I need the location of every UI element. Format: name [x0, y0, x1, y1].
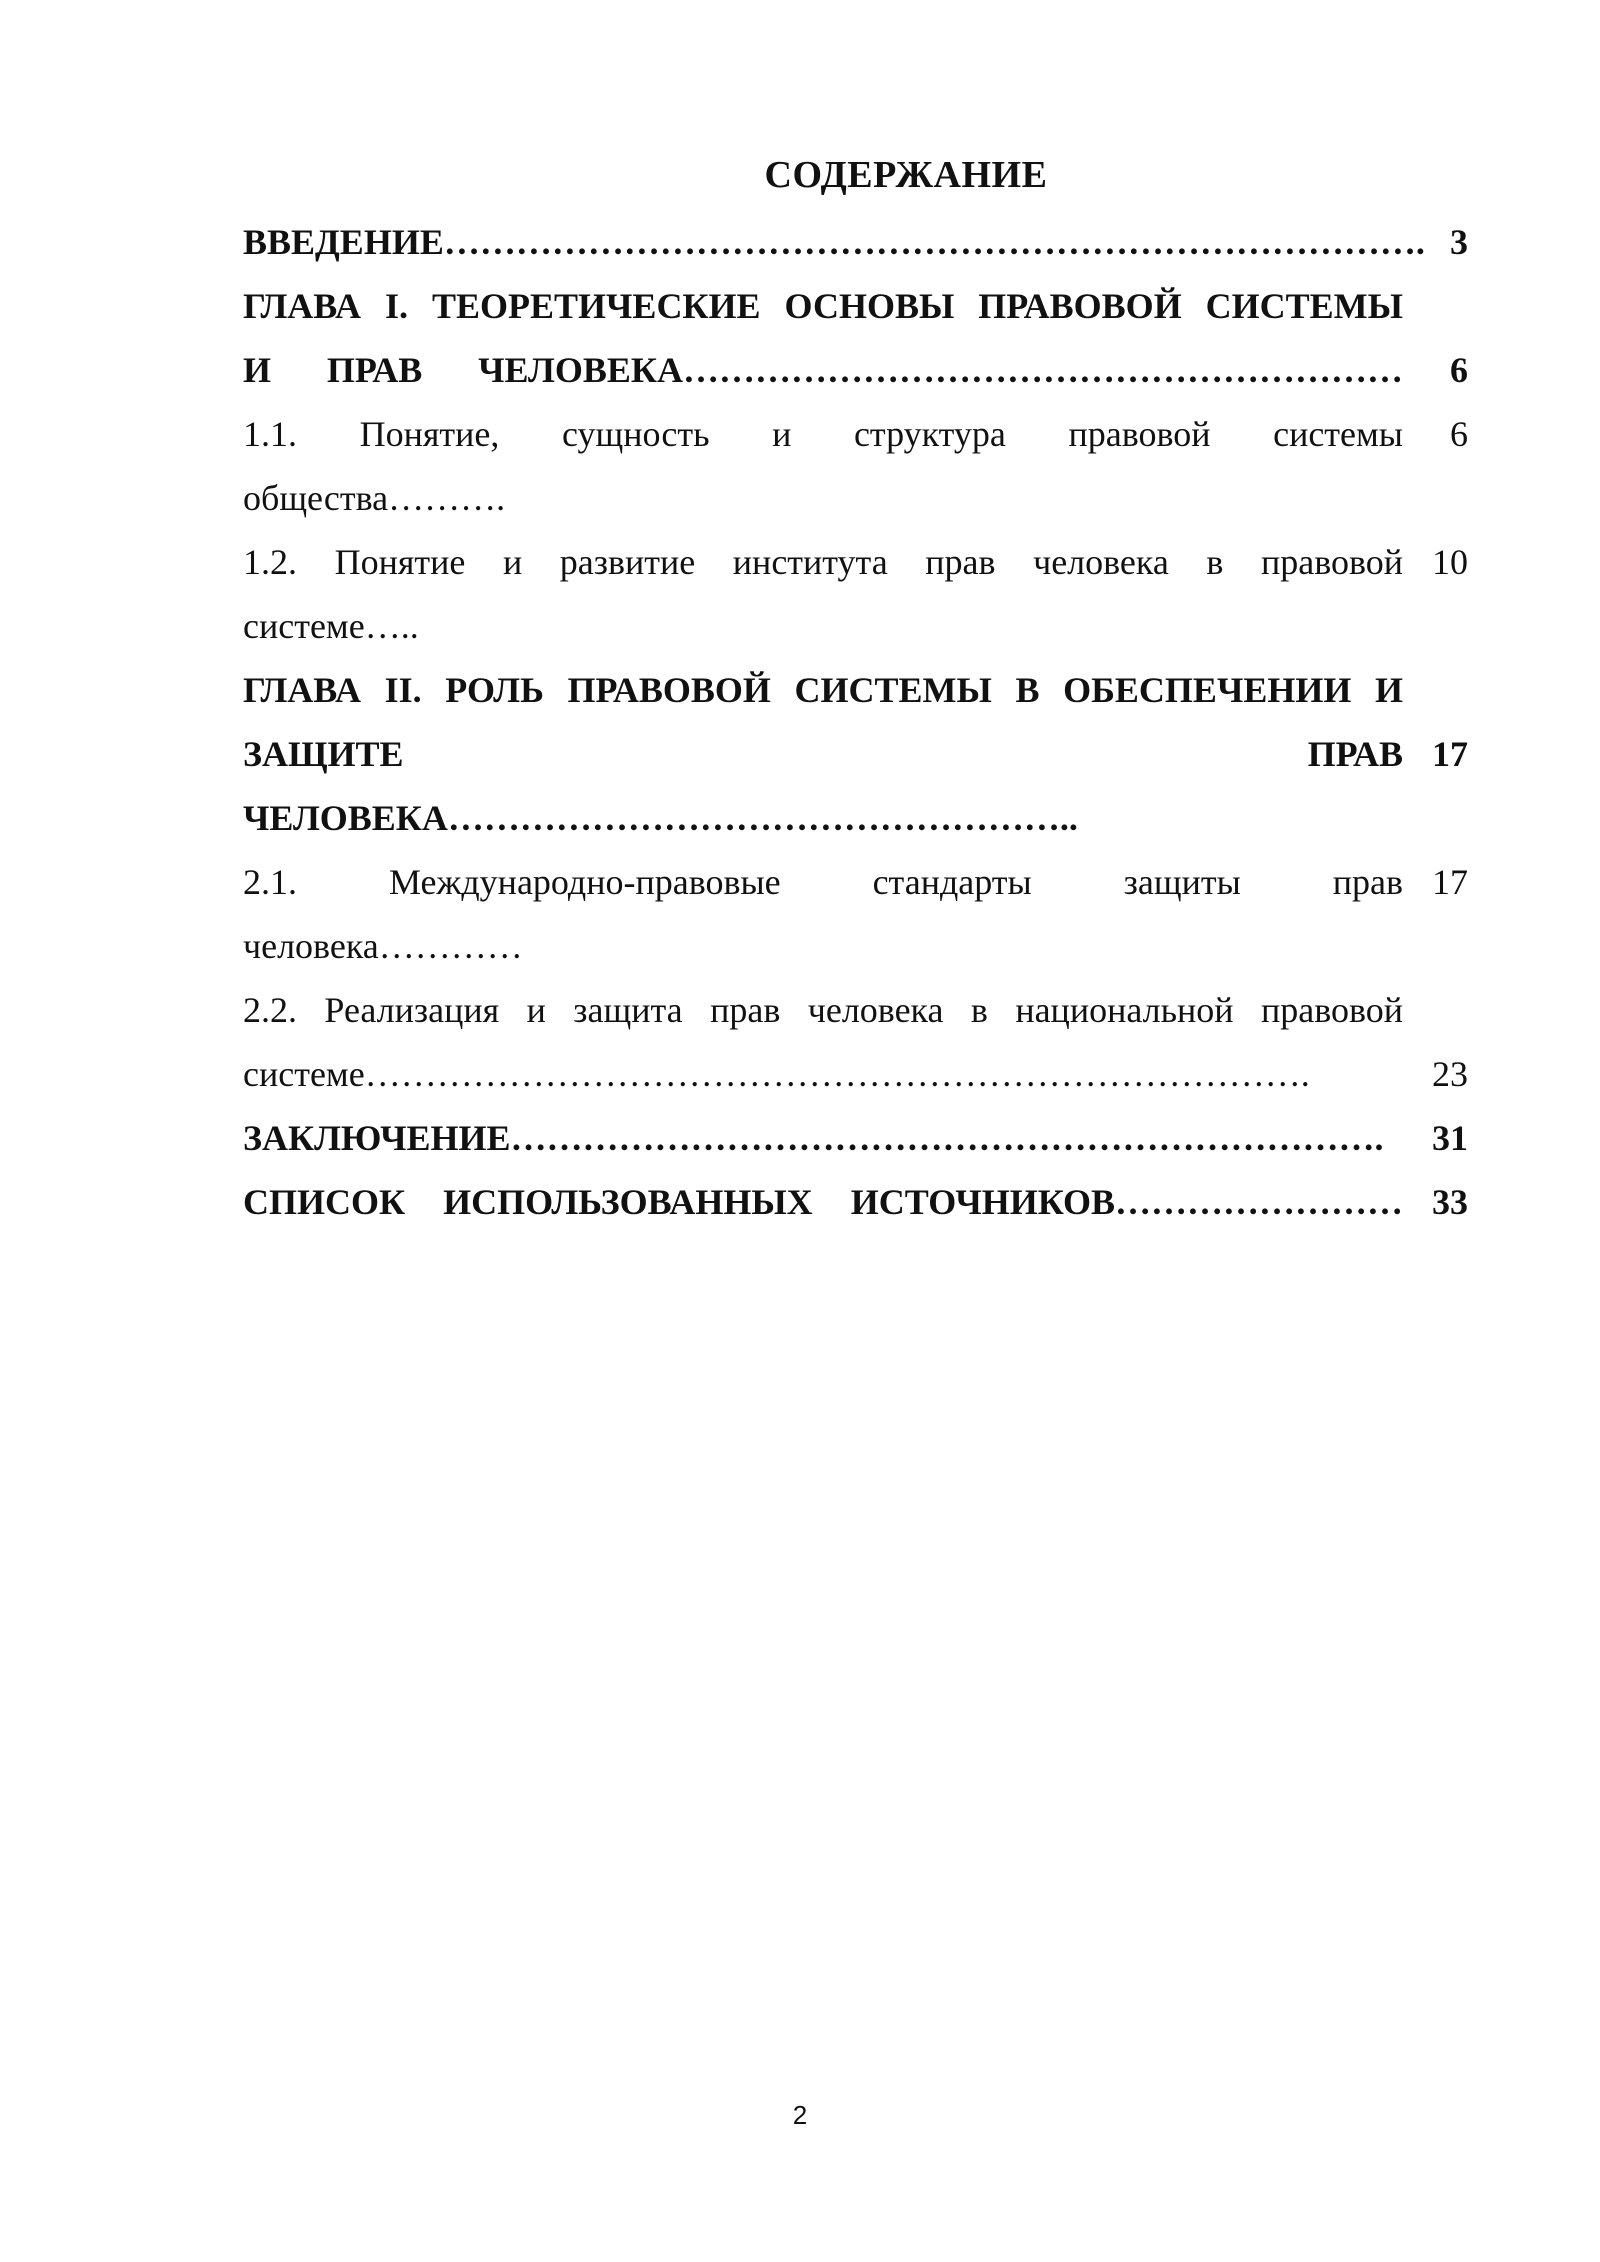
toc-entry-line: 2.2. Реализация и защита прав человека в национальной правовой: [243, 990, 1403, 1030]
toc-entry-line: ЗАКЛЮЧЕНИЕ……………………………………………………………….: [243, 1118, 1384, 1158]
toc-entry-page-number: 17: [1432, 862, 1468, 902]
toc-entry-line: И ПРАВ ЧЕЛОВЕКА……………………………………………………: [243, 350, 1403, 390]
toc-entry-line: ЧЕЛОВЕКА……………………………………………..: [243, 798, 1078, 838]
toc-entry-page-number: 31: [1432, 1118, 1468, 1158]
toc-entry-page-number: 23: [1432, 1054, 1468, 1094]
toc-entry-text: [243, 530, 1403, 658]
page-number: 2: [792, 2100, 808, 2130]
toc-entry-line: ЗАЩИТЕ ПРАВ: [243, 734, 1403, 774]
toc-entry-section-1-2[interactable]: [243, 530, 1468, 658]
toc-entry-page-number: 6: [1450, 414, 1468, 454]
toc-title: СОДЕРЖАНИЕ: [764, 154, 1048, 196]
toc-entry-page-number: 33: [1432, 1182, 1468, 1222]
toc-entry-text: [243, 978, 1403, 1106]
toc-entry-section-2-2[interactable]: [243, 978, 1468, 1106]
toc-entry-section-1-1[interactable]: [243, 402, 1468, 530]
toc-entry-line: системе…..: [243, 606, 419, 646]
toc-entry-text: [243, 274, 1403, 402]
toc-entry-chapter-1[interactable]: [243, 274, 1468, 402]
toc-entry-line: ГЛАВА I. ТЕОРЕТИЧЕСКИЕ ОСНОВЫ ПРАВОВОЙ СИСТЕМЫ: [243, 286, 1403, 326]
toc-entry-page-number: 6: [1450, 350, 1468, 390]
toc-entry-page-number: 10: [1432, 542, 1468, 582]
table-of-contents: [243, 210, 1468, 1234]
toc-entry-line: 1.2. Понятие и развитие института прав человека в правовой: [243, 542, 1403, 582]
toc-entry-line: ВВЕДЕНИЕ……………………………………………………………………….: [243, 222, 1425, 262]
toc-entry-line: 1.1. Понятие, сущность и структура правовой системы: [243, 414, 1403, 454]
toc-entry-text: [243, 850, 1403, 978]
toc-entry-line: ГЛАВА II. РОЛЬ ПРАВОВОЙ СИСТЕМЫ В ОБЕСПЕЧЕНИИ И: [243, 670, 1403, 710]
toc-entry-text: [243, 402, 1403, 530]
toc-entry-introduction[interactable]: [243, 210, 1468, 274]
toc-entry-conclusion[interactable]: [243, 1106, 1468, 1170]
toc-entry-page-number: 17: [1432, 734, 1468, 774]
toc-entry-text: [243, 210, 1425, 274]
toc-entry-line: человека…………: [243, 926, 523, 966]
toc-entry-text: [243, 1170, 1403, 1234]
toc-entry-references[interactable]: [243, 1170, 1468, 1234]
toc-entry-text: [243, 1106, 1403, 1170]
toc-entry-line: общества……….: [243, 478, 506, 518]
toc-entry-line: 2.1. Международно-правовые стандарты защиты прав: [243, 862, 1403, 902]
toc-entry-page-number: 3: [1450, 222, 1468, 262]
toc-entry-line: СПИСОК ИСПОЛЬЗОВАННЫХ ИСТОЧНИКОВ……………………: [243, 1182, 1403, 1222]
toc-entry-line: системе…………………………………………………………………….: [243, 1054, 1310, 1094]
toc-entry-chapter-2[interactable]: [243, 658, 1468, 850]
toc-entry-section-2-1[interactable]: [243, 850, 1468, 978]
toc-entry-text: [243, 658, 1403, 850]
